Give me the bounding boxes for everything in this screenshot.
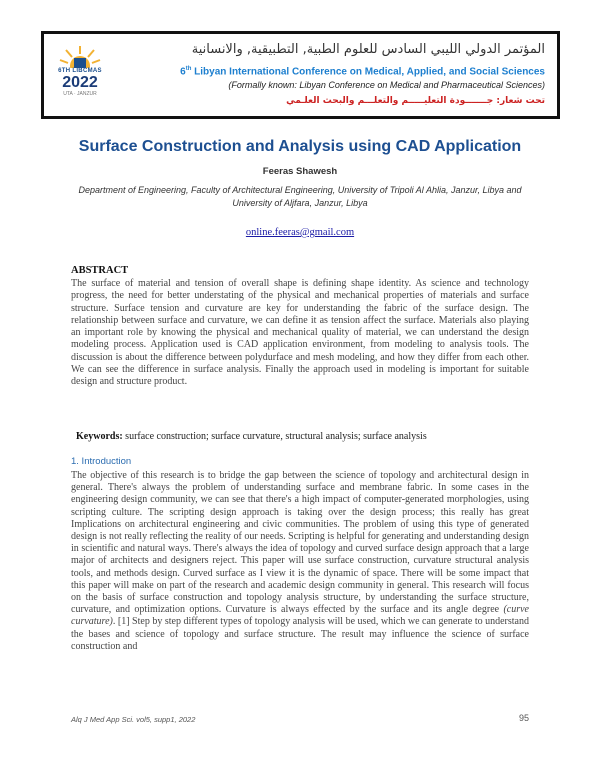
conference-title-text: Libyan International Conference on Medical, Applied, and Social Sciences	[191, 66, 545, 78]
conference-ordinal-suffix: th	[185, 66, 192, 72]
conference-banner	[41, 31, 560, 119]
introduction-emphasis: (curve curvature)	[71, 604, 529, 628]
keywords-label: Keywords:	[76, 431, 123, 442]
arabic-conference-title: المؤتمر الدولي الليبي السادس للعلوم الطبية, التطبيقية, والانسانية	[191, 42, 545, 57]
footer-journal-citation: Alq J Med App Sci. vol5, supp1, 2022	[71, 715, 196, 724]
arabic-slogan: تحت شعار: جـــــــودة التعليـــــم والتعلـــم والبحث العلـمي	[286, 96, 545, 106]
author-name: Feeras Shawesh	[262, 166, 338, 177]
paper-title: Surface Construction and Analysis using CAD Application	[78, 138, 522, 155]
abstract-heading: ABSTRACT	[71, 265, 129, 276]
logo-label: 6TH LIBCMAS	[58, 68, 102, 74]
author-email-link[interactable]: online.feeras@gmail.com	[245, 227, 355, 238]
logo-year: 2022	[62, 74, 98, 91]
keywords-line	[76, 431, 536, 442]
logo-location: UTA · JANZUR	[63, 91, 97, 97]
sun-emblem-icon	[58, 44, 102, 68]
conference-former-name: (Formally known: Libyan Conference on Medical and Pharmaceutical Sciences)	[228, 80, 545, 90]
keywords-text: surface construction; surface curvature, structural analysis; surface analysis	[122, 431, 427, 442]
introduction-heading: 1. Introduction	[71, 456, 132, 467]
conference-logo	[50, 44, 110, 110]
footer-page-number: 95	[518, 713, 529, 723]
abstract-text: The surface of material and tension of overall shape is defining shape identity. As science and technology progress, the need for better understating of the physical and mechanical properties of materials and surface structure. Surface tension and curvature are key for understanding the fabric of the surface design. The relationship between surface and curvature, we can define it as tension affect the surface. Materials also playing an important role by knowing the physical and mechanical quality of material, we can understand the design modeling process. Application used is CAD application environment, from modeling to analysis tools. The discussion is about the difference between polydurface and mesh modeling, and how they differ from each other. We can see the difference in surface analysis. Finally the approach used in modeling is important for suitable design and structure product.	[71, 278, 529, 388]
introduction-text-part1: The objective of this research is to bridge the gap between the science of topology and architectural design in general. There's always the problem of understanding surface and membrane fabric. In some cases in the engineering design community, we can see that there's a high impact of computer-generated morphologies, using scripting culture. The scripting design approach is taking over the design process; this really has great Implications on architectural engineering and civic communities. The problem of using this type of generated design is not really reflecting the reality of our needs. Scripting is helpful for generating and understanding design in scientific and natural ways. There's always the idea of topology and curved surface design approach that a large major of architects and designers reject. This paper will use surface construction, curvature structural analysis tools, and methods design. Curved surface as I view it is the dynamic of space. There will be some impact that this paper will make on part of the research and academic design community in general. This research will focus on the basis of surface construction and topology analysis structure, by understanding the surface structure, curvature, and optimization options. Curvature is always effected by the surface and its angle degree	[71, 470, 529, 616]
conference-title	[115, 66, 545, 77]
introduction-text	[71, 470, 529, 653]
author-affiliation: Department of Engineering, Faculty of Architectural Engineering, University of Tripoli Al Ahlia, Janzur, Libya and University of Aljfara, Janzur, Libya	[78, 185, 522, 208]
introduction-text-part2: . [1] Step by step different types of topology analysis will be used, which we can generate to understand the bases and science of topology and surface structure. The result may influence the science of surface construction and	[71, 616, 529, 652]
conference-ordinal: 6	[180, 66, 186, 78]
